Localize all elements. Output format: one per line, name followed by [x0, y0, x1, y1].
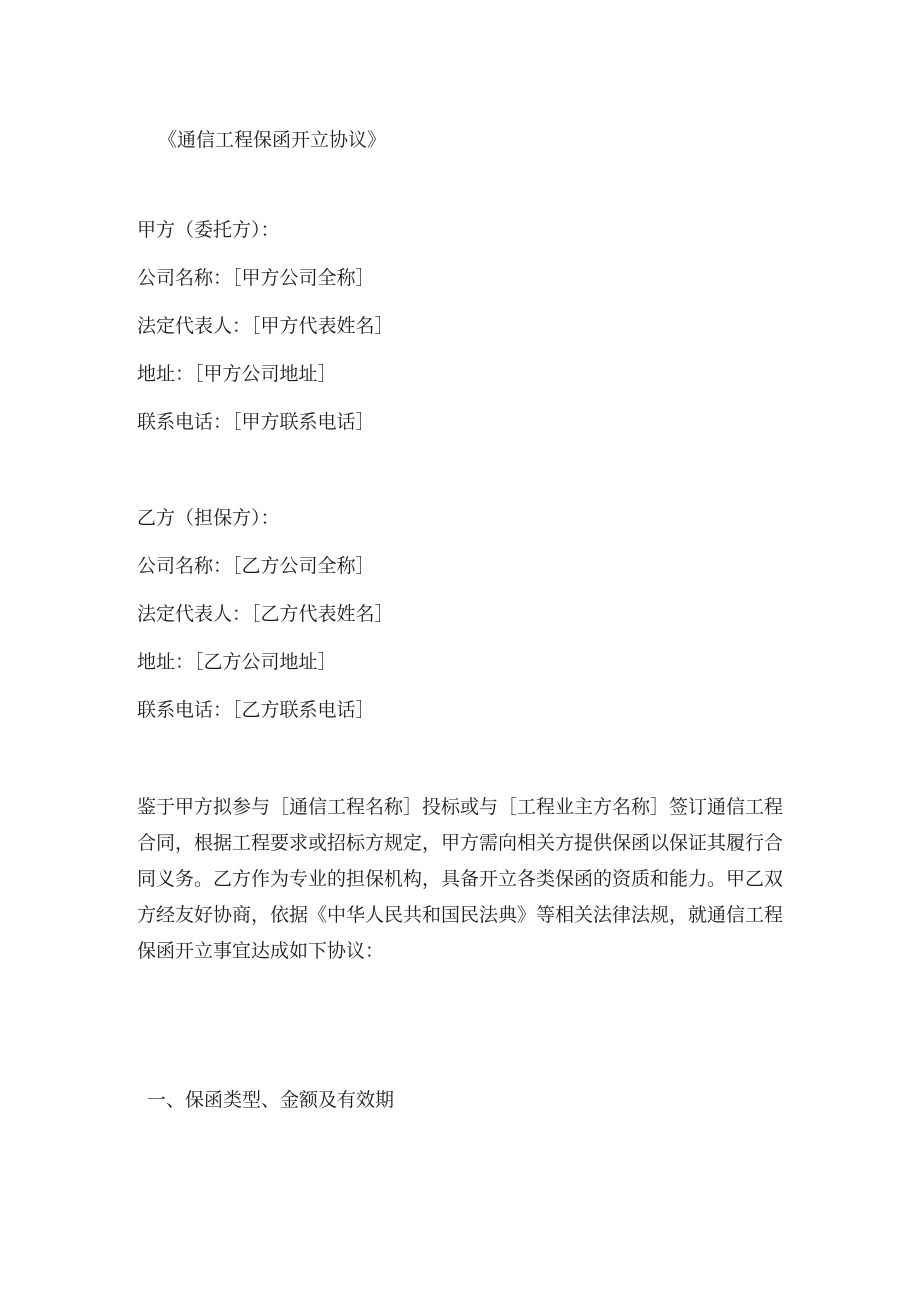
preamble-line: 鉴于甲方拟参与［通信工程名称］投标或与［工程业主方名称］签订通信工程: [137, 796, 784, 818]
party-a-heading: 甲方（委托方）：: [137, 219, 280, 241]
party-b-company: 公司名称：［乙方公司全称］: [137, 555, 375, 577]
preamble-line: 同义务。乙方作为专业的担保机构，具备开立各类保函的资质和能力。甲乙双: [137, 868, 784, 890]
party-b-heading: 乙方（担保方）：: [137, 507, 280, 529]
party-a-company: 公司名称：［甲方公司全称］: [137, 267, 375, 289]
preamble-line: 保函开立事宜达成如下协议：: [137, 940, 385, 962]
document-title: 《通信工程保函开立协议》: [158, 129, 387, 151]
party-a-address: 地址：［甲方公司地址］: [137, 363, 337, 385]
party-b-representative: 法定代表人：［乙方代表姓名］: [137, 603, 394, 625]
party-a-phone: 联系电话：［甲方联系电话］: [137, 411, 375, 433]
section-1-heading: 一、保函类型、金额及有效期: [147, 1089, 395, 1111]
party-b-address: 地址：［乙方公司地址］: [137, 651, 337, 673]
preamble-line: 方经友好协商，依据《中华人民共和国民法典》等相关法律法规，就通信工程: [137, 904, 784, 926]
party-a-representative: 法定代表人：［甲方代表姓名］: [137, 315, 394, 337]
party-b-phone: 联系电话：［乙方联系电话］: [137, 699, 375, 721]
preamble-paragraph: [137, 789, 784, 969]
preamble-line: 合同，根据工程要求或招标方规定，甲方需向相关方提供保函以保证其履行合: [137, 832, 784, 854]
